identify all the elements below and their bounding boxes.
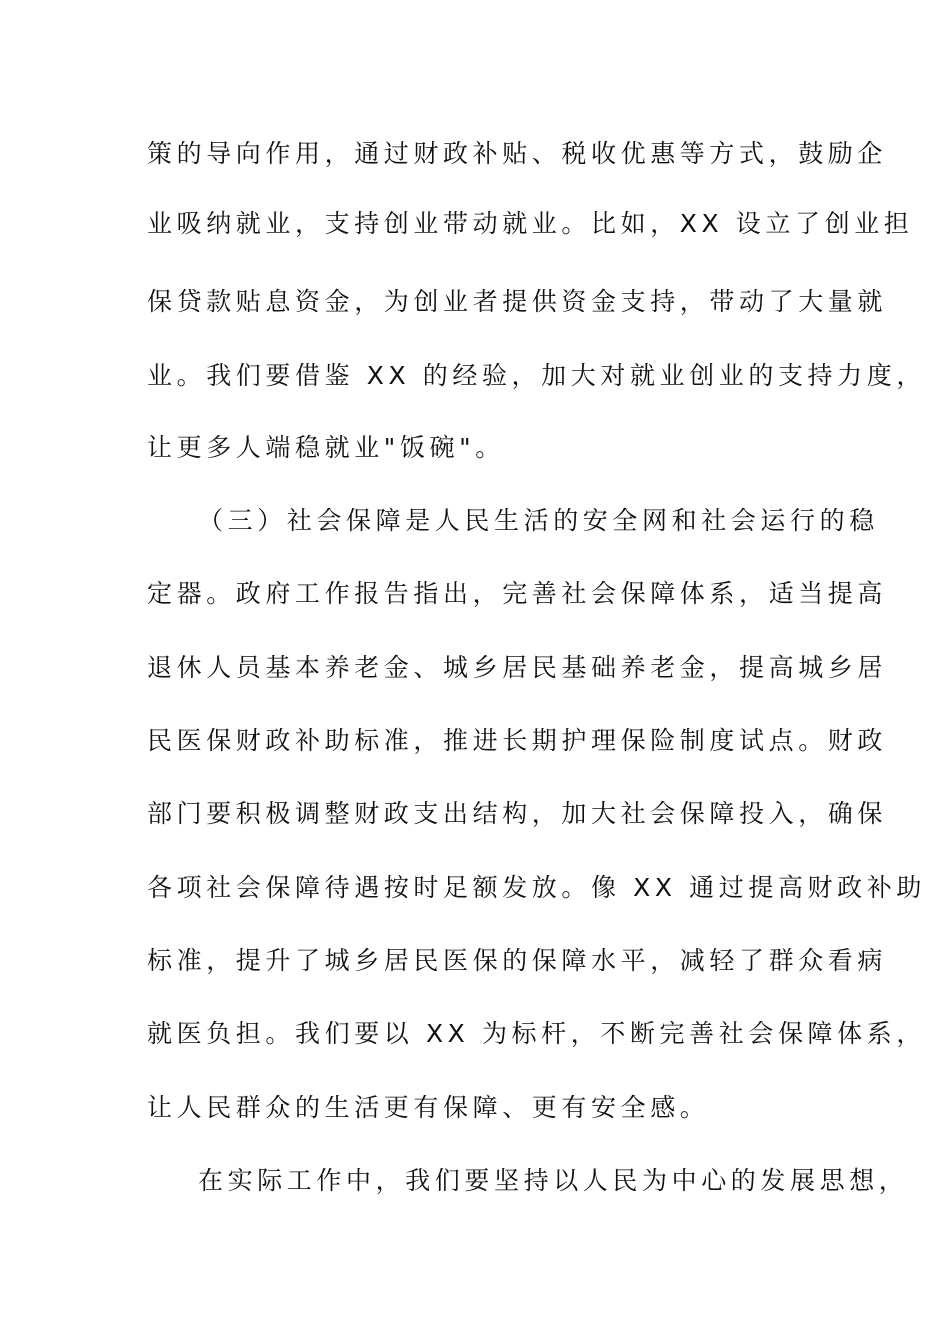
text-line: 部门要积极调整财政支出结构，加大社会保障投入，确保: [147, 799, 888, 828]
text-line: 定器。政府工作报告指出，完善社会保障体系，适当提高: [147, 579, 888, 608]
text-line: 各项社会保障待遇按时足额发放。像 XX 通过提高财政补助: [147, 873, 926, 902]
text-line: 退休人员基本养老金、城乡居民基础养老金，提高城乡居: [147, 653, 888, 682]
text-line: 让更多人端稳就业"饭碗"。: [147, 433, 505, 462]
text-line: 业吸纳就业，支持创业带动就业。比如，XX 设立了创业担: [147, 209, 914, 238]
text-line: 民医保财政补助标准，推进长期护理保险制度试点。财政: [147, 726, 888, 755]
text-line: 让人民群众的生活更有保障、更有安全感。: [147, 1093, 710, 1122]
paragraph-start-line: 在实际工作中，我们要坚持以人民为中心的发展思想，: [198, 1166, 909, 1195]
text-line: 标准，提升了城乡居民医保的保障水平，减轻了群众看病: [147, 946, 888, 975]
text-line: 策的导向作用，通过财政补贴、税收优惠等方式，鼓励企: [147, 139, 888, 168]
text-line: 就医负担。我们要以 XX 为标杆，不断完善社会保障体系，: [147, 1019, 926, 1048]
text-line: 保贷款贴息资金，为创业者提供资金支持，带动了大量就: [147, 287, 888, 316]
paragraph-start-line: （三）社会保障是人民生活的安全网和社会运行的稳: [198, 506, 879, 535]
text-line: 业。我们要借鉴 XX 的经验，加大对就业创业的支持力度，: [147, 361, 926, 390]
